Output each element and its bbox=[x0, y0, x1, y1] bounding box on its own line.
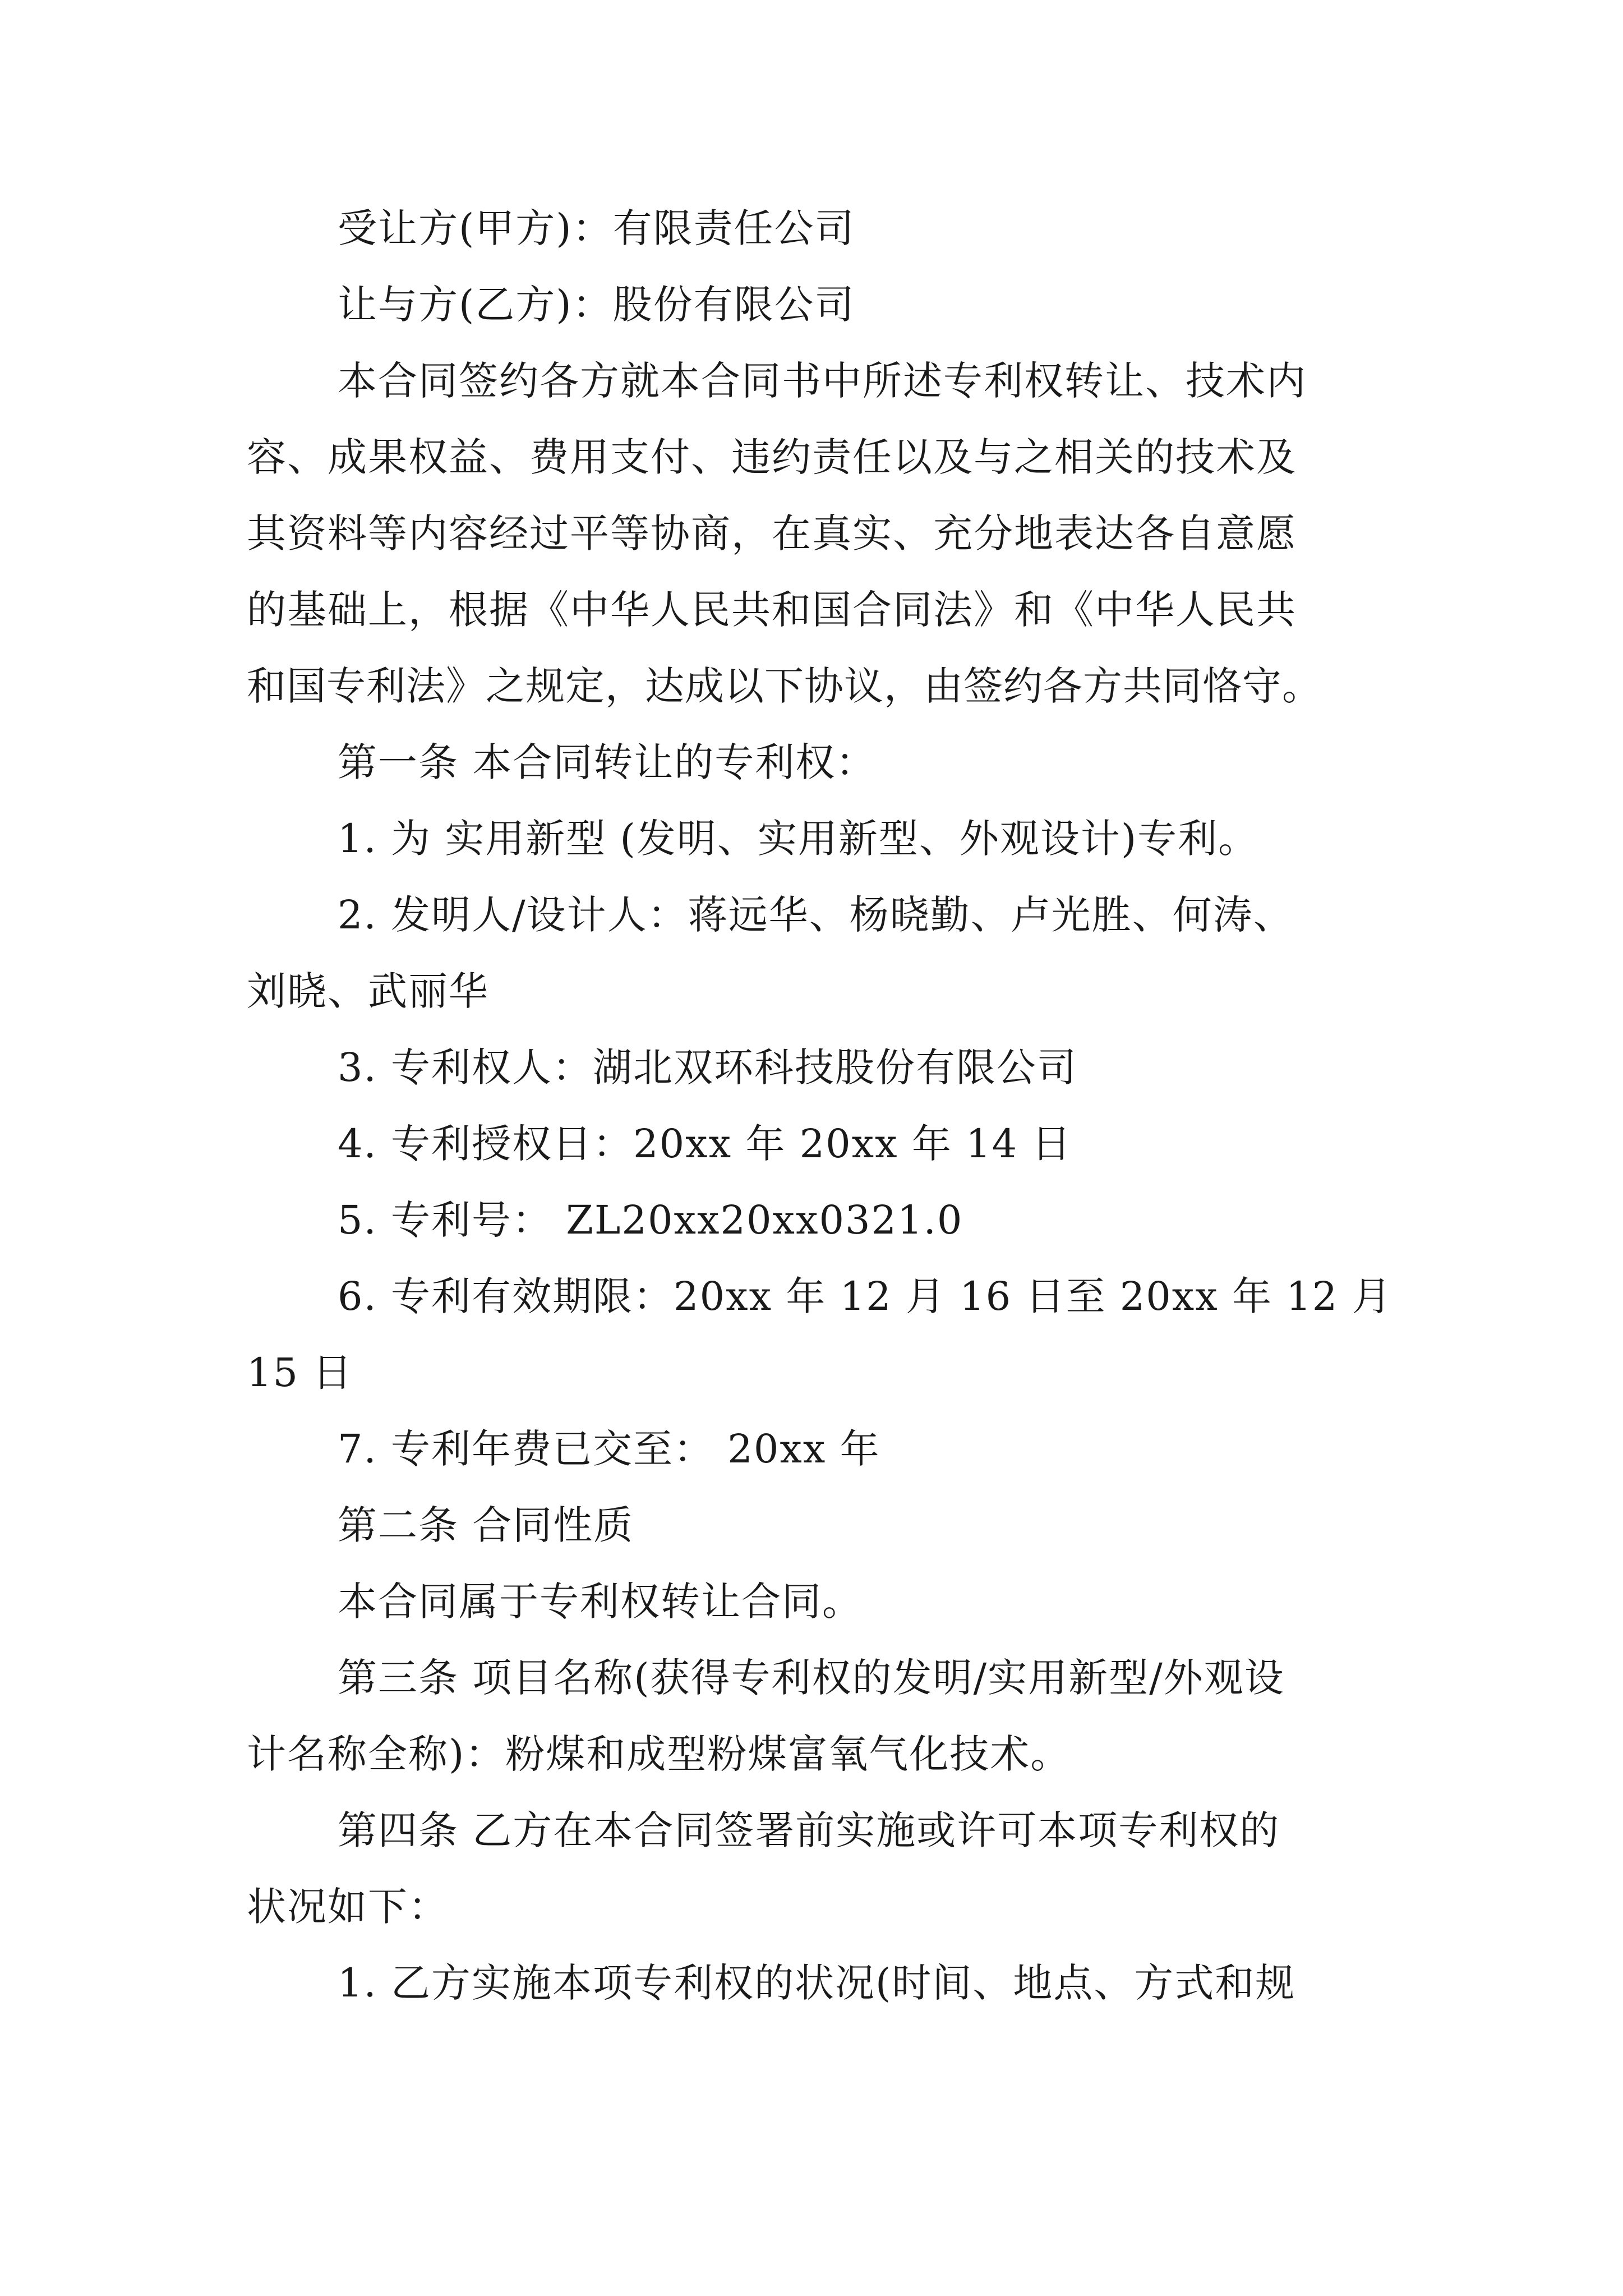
preamble-line: 本合同签约各方就本合同书中所述专利权转让、技术内 bbox=[338, 358, 1307, 404]
article-1-item-7: 7. 专利年费已交至： 20xx 年 bbox=[338, 1426, 880, 1472]
article-1-item-6: 6. 专利有效期限：20xx 年 12 月 16 日至 20xx 年 12 月 bbox=[338, 1273, 1393, 1319]
document-body bbox=[247, 205, 1393, 2040]
article-3-cont: 计名称全称)：粉煤和成型粉煤富氧气化技术。 bbox=[247, 1731, 1071, 1777]
article-1-item-1: 1. 为 实用新型 (发明、实用新型、外观设计)专利。 bbox=[338, 816, 1259, 862]
preamble-line: 容、成果权益、费用支付、违约责任以及与之相关的技术及 bbox=[247, 434, 1297, 480]
article-1-item-2-cont: 刘晓、武丽华 bbox=[247, 968, 489, 1014]
article-4-cont: 状况如下： bbox=[247, 1884, 449, 1930]
article-4-heading: 第四条 乙方在本合同签署前实施或许可本项专利权的 bbox=[338, 1807, 1280, 1853]
party-b-line: 让与方(乙方)：股份有限公司 bbox=[338, 282, 855, 328]
article-1-item-5: 5. 专利号： ZL20xx20xx0321.0 bbox=[338, 1197, 963, 1243]
article-3-heading: 第三条 项目名称(获得专利权的发明/实用新型/外观设 bbox=[338, 1655, 1285, 1701]
article-1-item-6-cont: 15 日 bbox=[247, 1350, 353, 1396]
preamble-line: 的基础上，根据《中华人民共和国合同法》和《中华人民共 bbox=[247, 587, 1297, 633]
preamble-line: 其资料等内容经过平等协商，在真实、充分地表达各自意愿 bbox=[247, 510, 1297, 556]
party-a-line: 受让方(甲方)：有限责任公司 bbox=[338, 205, 855, 251]
article-4-item-1: 1. 乙方实施本项专利权的状况(时间、地点、方式和规 bbox=[338, 1960, 1296, 2006]
article-1-heading: 第一条 本合同转让的专利权： bbox=[338, 739, 877, 785]
article-1-item-4: 4. 专利授权日：20xx 年 20xx 年 14 日 bbox=[338, 1121, 1072, 1167]
preamble-line: 和国专利法》之规定，达成以下协议，由签约各方共同恪守。 bbox=[247, 663, 1322, 709]
article-2-heading: 第二条 合同性质 bbox=[338, 1502, 634, 1548]
article-2-body: 本合同属于专利权转让合同。 bbox=[338, 1579, 863, 1625]
article-1-item-3: 3. 专利权人：湖北双环科技股份有限公司 bbox=[338, 1045, 1078, 1091]
article-1-item-2: 2. 发明人/设计人：蒋远华、杨晓勤、卢光胜、何涛、 bbox=[338, 892, 1294, 938]
